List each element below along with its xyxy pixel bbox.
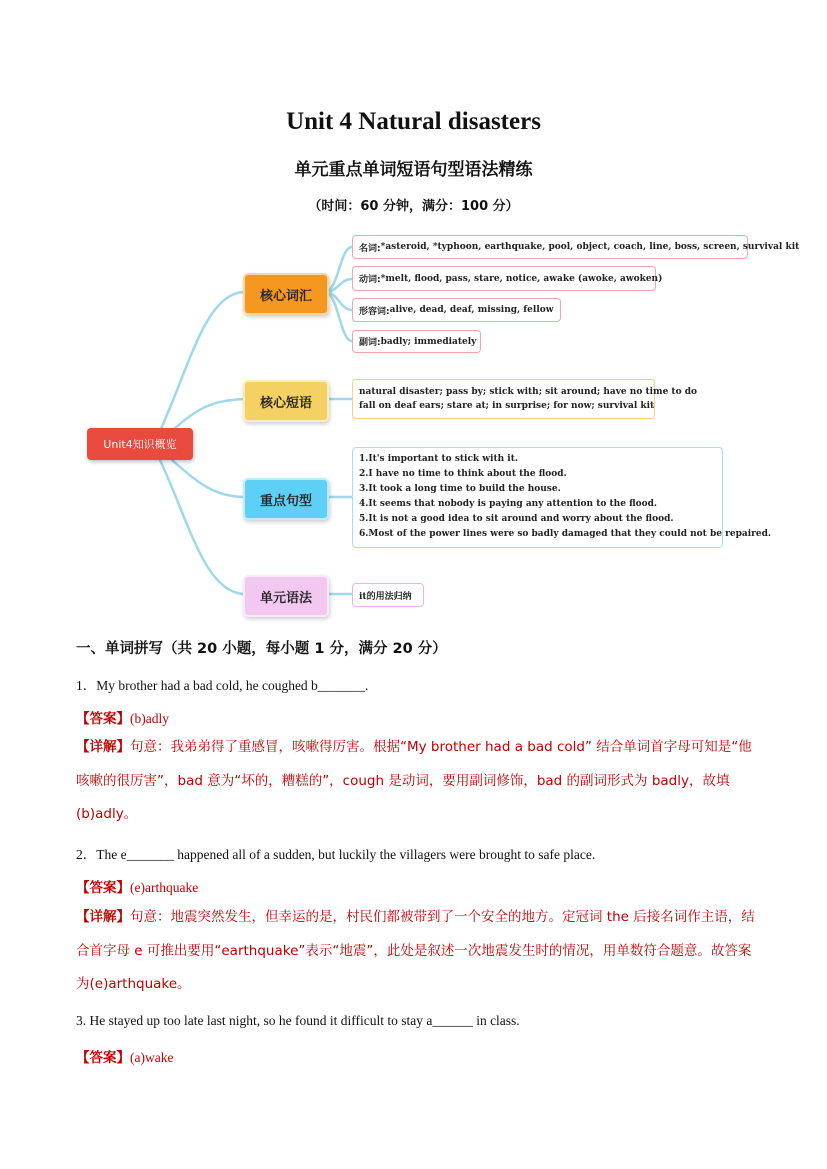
vocab-adjectives bbox=[352, 298, 561, 322]
answer-3 bbox=[76, 1046, 173, 1066]
sentence-line: 4.It seems that nobody is paying any attention to the flood. bbox=[359, 499, 658, 509]
question-2: 2．The e_______ happened all of a sudden, but luckily the villagers were brought to safe place. bbox=[76, 847, 596, 862]
question-1: 1．My brother had a bad cold, he coughed b_______. bbox=[76, 678, 369, 693]
detail-tag: 【详解】 bbox=[76, 739, 130, 755]
vocab-adjectives-label: 形容词: bbox=[359, 306, 390, 317]
vocab-adjectives-text: alive, dead, deaf, missing, fellow bbox=[389, 305, 554, 315]
vocab-verbs-text: *melt, flood, pass, stare, notice, awake (awoke, awoken) bbox=[380, 273, 663, 284]
answer-2 bbox=[76, 876, 198, 896]
sentences-box bbox=[352, 447, 772, 548]
vocab-nouns bbox=[352, 235, 800, 259]
detail-tag: 【详解】 bbox=[76, 909, 130, 925]
sentence-line: 6.Most of the power lines were so badly damaged that they could not be repaired. bbox=[359, 529, 772, 539]
branch-core-phrases: 核心短语 bbox=[243, 380, 329, 422]
sentence-line: 2.I have no time to think about the flood. bbox=[359, 469, 567, 479]
sentence-line: 5.It is not a good idea to sit around and worry about the flood. bbox=[359, 514, 674, 524]
vocab-verbs bbox=[352, 266, 663, 291]
answer-value: (a)wake bbox=[130, 1050, 174, 1065]
answer-value: (e)arthquake bbox=[130, 880, 199, 895]
answer-tag: 【答案】 bbox=[76, 1050, 130, 1066]
document-title: Unit 4 Natural disasters bbox=[286, 108, 541, 135]
answer-tag: 【答案】 bbox=[76, 880, 130, 896]
detail-text: 句意：地震突然发生，但幸运的是，村民们都被带到了一个安全的地方。定冠词 the 后接名词作主语，结合首字母 e 可推出要用“earthquake”表示“地震”，此处是叙述一次地震发生时的情况，用单数符合题意。故答案为(e)arthquake。 bbox=[76, 909, 755, 992]
vocab-nouns-text: *asteroid, *typhoon, earthquake, pool, object, coach, line, boss, screen, survival kit bbox=[380, 242, 800, 252]
branch-key-sentences: 重点句型 bbox=[243, 478, 329, 520]
grammar-box: it的用法归纳 bbox=[352, 583, 424, 607]
exam-meta: （时间：60 分钟，满分：100 分） bbox=[308, 199, 519, 214]
sentence-line: 1.It's important to stick with it. bbox=[359, 454, 519, 464]
answer-tag: 【答案】 bbox=[76, 711, 130, 727]
phrase-line: fall on deaf ears; stare at; in surprise; for now; survival kit bbox=[359, 401, 655, 411]
sentence-line: 3.It took a long time to build the house. bbox=[359, 484, 561, 494]
vocab-adverbs bbox=[352, 330, 481, 353]
branch-core-vocabulary: 核心词汇 bbox=[243, 273, 329, 315]
phrase-line: natural disaster; pass by; stick with; sit around; have no time to do bbox=[359, 387, 698, 397]
document-subtitle: 单元重点单词短语句型语法精练 bbox=[294, 160, 533, 180]
vocab-adverbs-label: 副词: bbox=[359, 338, 381, 348]
mind-map bbox=[0, 225, 827, 620]
mind-map-root: Unit4知识概览 bbox=[87, 428, 193, 460]
question-3: 3. He stayed up too late last night, so he found it difficult to stay a______ in class. bbox=[76, 1013, 520, 1028]
branch-unit-grammar: 单元语法 bbox=[243, 575, 329, 617]
vocab-nouns-label: 名词: bbox=[359, 243, 381, 254]
detail-1 bbox=[76, 731, 756, 832]
detail-text: 句意：我弟弟得了重感冒，咳嗽得厉害。根据“My brother had a bad cold” 结合单词首字母可知是“他咳嗽的很厉害”，bad 意为“坏的，糟糕的”，cough 是动词，要用副词修饰，bad 的副词形式为 badly，故填(b)adly。 bbox=[76, 739, 752, 822]
section-heading: 一、单词拼写（共 20 小题，每小题 1 分，满分 20 分） bbox=[76, 641, 447, 657]
phrases-box bbox=[352, 379, 698, 419]
vocab-verbs-label: 动词: bbox=[359, 275, 381, 285]
answer-1 bbox=[76, 707, 169, 727]
detail-2 bbox=[76, 901, 756, 1002]
answer-value: (b)adly bbox=[130, 711, 169, 726]
vocab-adverbs-text: badly; immediately bbox=[380, 336, 477, 347]
